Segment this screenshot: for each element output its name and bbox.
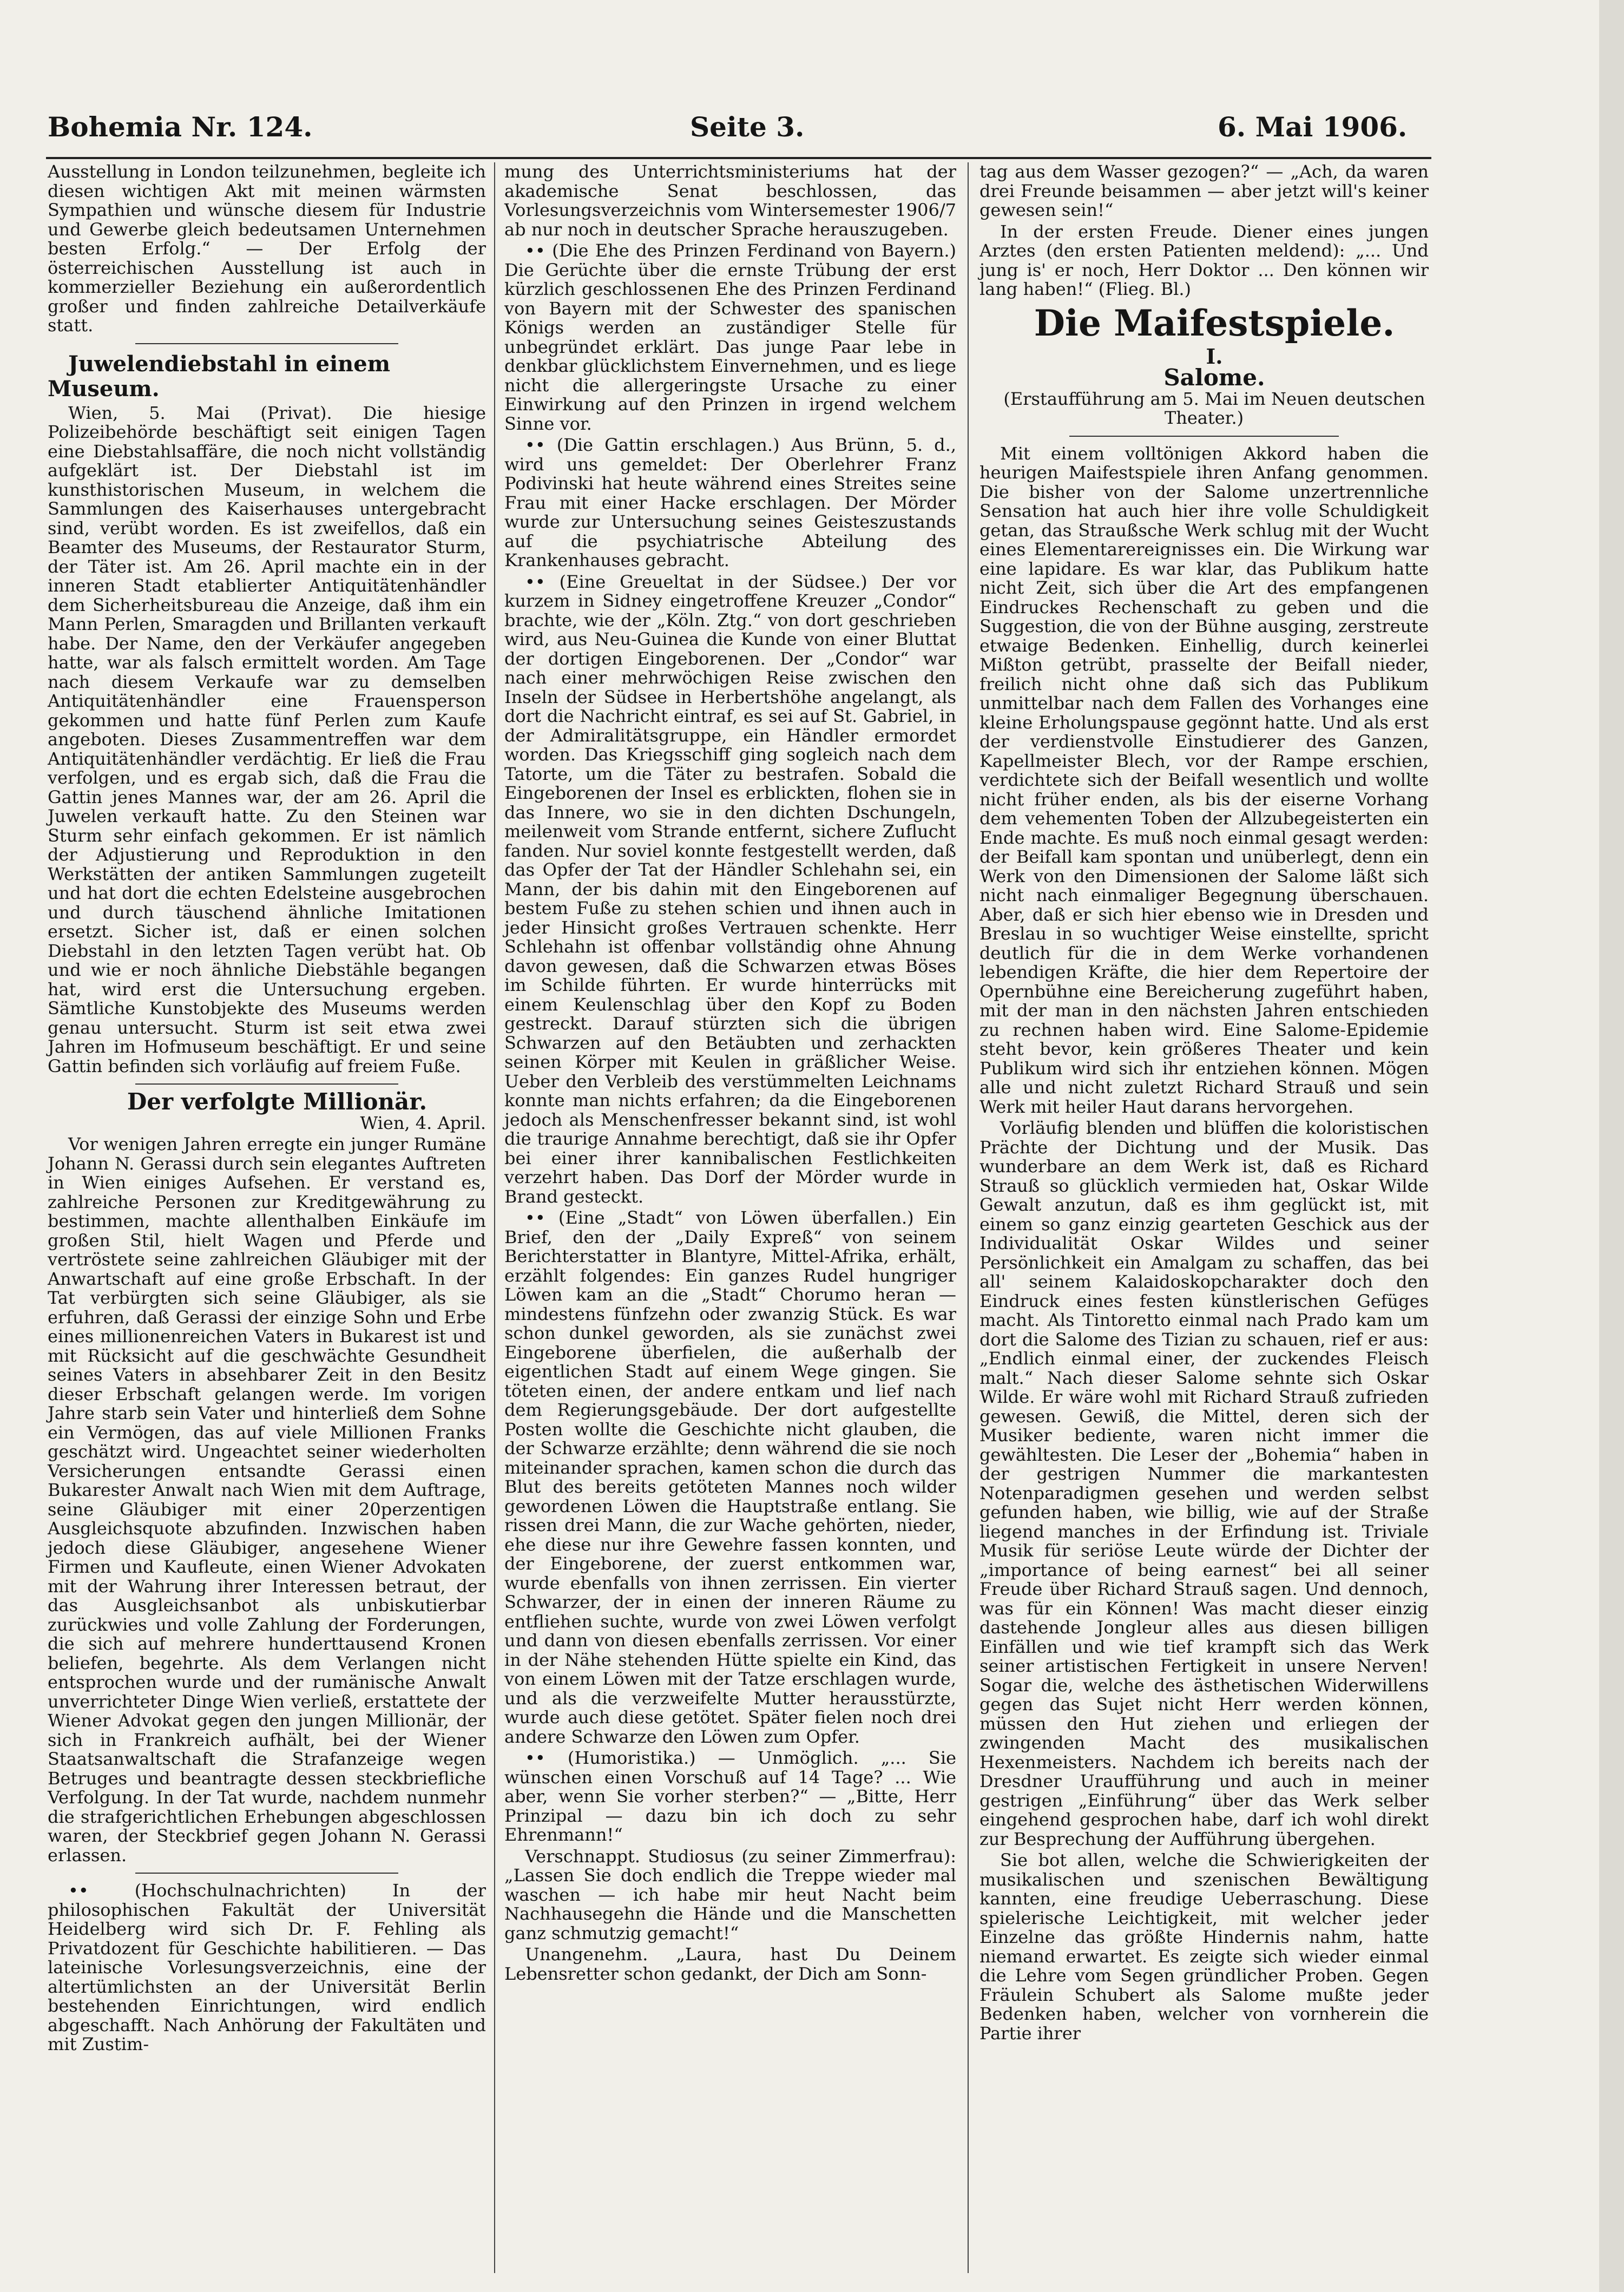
article-separator (135, 1083, 398, 1085)
headline-juwelendiebstahl: Juwelendiebstahl in einem Museum. (48, 351, 391, 402)
article-separator (135, 1873, 398, 1874)
article-ehe-prinz-ferdinand: •• (Die Ehe des Prinzen Ferdinand von Bayern.) Die Gerüchte über die ernste Trübung der erst kürzlich geschlossenen Ehe des Prinzen Ferdinand von Bayern mit der Schwester des spanischen Königs werden an zuständiger Stelle für unbegründet erklärt. Das junge Paar lebe in denkbar glücklichstem Einvernehmen, und es liege nicht die allergeringste Ursache zu einer Einwirkung auf den Prinzen in irgend welchem Sinne vor. (504, 240, 956, 434)
scan-edge (1599, 0, 1624, 2292)
headline-maifestspiele: Die Maifestspiele. (1034, 301, 1395, 344)
article-continuation: Ausstellung in London teilzunehmen, begleite ich diesen wichtigen Akt mit meinen wärmsten Sympathien und wünsche diesem für Industrie und Gewerbe gleich bedeutsamen Unternehmen besten Erfolg.“ — Der Erfolg der österreichischen Ausstellung ist auch in kommerzieller Beziehung ein außerordentlich großer und finden zahlreiche Detailverkäufe statt. (48, 161, 486, 336)
review-paragraph-3: Sie bot allen, welche die Schwierigkeiten der musikalischen und szenischen Bewältigung kannten, eine freudige Ueberraschung. Diese spielerische Leichtigkeit, mit welcher jeder Einzelne das größte Hindernis nahm, hatte niemand erwartet. Es zeigte sich wieder einmal die Lehre vom Segen gründlicher Proben. Gegen Fräulein Schubert als Salome mußte jeder Bedenken haben, welcher von vornherein die Partie ihrer (979, 1850, 1429, 2044)
article-continuation: mung des Unterrichtsministeriums hat der akademische Senat beschlossen, das Vorlesungsverzeichnis vom Wintersemester 1906/7 ab nur noch in deutscher Sprache herauszugeben. (504, 161, 956, 240)
article-juwelendiebstahl: Wien, 5. Mai (Privat). Die hiesige Polizeibehörde beschäftigt seit einigen Tagen eine Diebstahlsaffäre, die noch nicht vollständig aufgeklärt ist. Der Diebstahl ist im kunsthistorischen Museum, in welchem die Sammlungen des Kaiserhauses untergebracht sind, verübt worden. Es ist zweifellos, daß ein Beamter des Museums, der Restaurator Sturm, der Täter ist. Am 26. April machte ein in der inneren Stadt etablierter Antiquitätenhändler dem Sicherheitsbureau die Anzeige, daß ihm ein Mann Perlen, Smaragden und Brillanten verkauft habe. Der Name, den der Verkäufer angegeben hatte, war als falsch ermittelt worden. Am Tage nach diesem Verkaufe war zu demselben Antiquitätenhändler eine Frauensperson gekommen und hatte fünf Perlen zum Kaufe angeboten. Dieses Zusammentreffen war dem Antiquitätenhändler verdächtig. Er ließ die Frau verfolgen, und es ergab sich, daß die Frau die Gattin jenes Mannes war, der am 26. April die Juwelen verkauft hatte. Zu den Steinen war Sturm sehr einfach gekommen. Er ist nämlich der Adjustierung und Reproduktion in den Werkstätten der antiken Sammlungen zugeteilt und hat dort die echten Edelsteine ausgebrochen und durch täuschend ähnliche Imitationen ersetzt. Sicher ist, daß er einen solchen Diebstahl in den letzten Tagen verübt hat. Ob und wie er noch ähnliche Diebstähle begangen hat, wird erst die Untersuchung ergeben. Sämtliche Kunstobjekte des Museums werden genau untersucht. Sturm ist seit etwa zwei Jahren im Hofmuseum beschäftigt. Er und seine Gattin befinden sich vorläufig auf freiem Fuße. (48, 402, 486, 1076)
headline-salome: Salome. (1163, 364, 1265, 391)
article-unangenehm: Unangenehm. „Laura, hast Du Deinem Lebensretter schon gedankt, der Dich am Sonn- (504, 1944, 956, 1984)
headline-millionaer: Der verfolgte Millionär. (127, 1088, 428, 1115)
article-continuation: tag aus dem Wasser gezogen?“ — „Ach, da waren drei Freunde beisammen — aber jetzt will's keiner gewesen sein!“ (979, 161, 1429, 220)
article-stadt-loewen: •• (Eine „Stadt“ von Löwen überfallen.) Ein Brief, den der „Daily Expreß“ von seinem Berichterstatter in Blantyre, Mittel-Afrika, erhält, erzählt folgendes: Ein ganzes Rudel hungriger Löwen kam an die „Stadt“ Chorumo heran — mindestens fünfzehn oder zwanzig Stück. Es war schon dunkel geworden, als sie zunächst zwei Eingeborene überfielen, die außerhalb der eigentlichen Stadt auf einem Wege gingen. Sie töteten einen, der andere entkam und lief nach dem Regierungsgebäude. Der dort aufgestellte Posten wollte die Geschichte nicht glauben, die der Schwarze erzählte; denn während die sie noch miteinander sprachen, kamen schon die durch das Blut des bereits getöteten Mannes noch wilder gewordenen Löwen die Hauptstraße entlang. Sie rissen drei Mann, die zur Wache gehörten, nieder, ehe diese nur ihre Gewehre fassen konnten, und der Eingeborene, der zuerst entkommen war, wurde ebenfalls von ihnen zerrissen. Ein vierter Schwarzer, der in einen der inneren Räume zu entfliehen suchte, wurde von zwei Löwen verfolgt und dann von diesen ebenfalls zerrissen. Vor einer in der Nähe stehenden Hütte spielte ein Kind, das von einem Löwen mit der Tatze erschlagen wurde, und als die verzweifelte Mutter herausstürzte, wurde auch diese getötet. Später fielen noch drei andere Schwarze den Löwen zum Opfer. (504, 1207, 956, 1747)
column-2 (504, 162, 956, 1986)
article-humoristika: •• (Humoristika.) — Unmöglich. „... Sie wünschen einen Vorschuß auf 14 Tage? ... Wie aber, wenn Sie vorher sterben?“ — „Bitte, Herr Prinzipal — dazu bin ich doch zu sehr Ehrenmann!“ (504, 1748, 956, 1845)
article-hochschulnachrichten: •• (Hochschulnachrichten) In der philosophischen Fakultät der Universität Heidelberg wird sich Dr. F. Fehling als Privatdozent für Geschichte habilitieren. — Das lateinische Vorlesungsverzeichnis, eine der altertümlichsten an der Universität Berlin bestehenden Einrichtungen, wird endlich abgeschafft. Nach Anhörung der Fakultäten und mit Zustim- (48, 1880, 486, 2054)
article-separator (1069, 436, 1339, 437)
article-verschnappt: Verschnappt. Studiosus (zu seiner Zimmerfrau): „Lassen Sie doch endlich die Treppe wieder mal waschen — ich habe mir heut Nacht beim Nachhausegehn die Hände und die Manschetten ganz schmutzig gemacht!“ (504, 1846, 956, 1943)
article-greueltat-suedsee: •• (Eine Greueltat in der Südsee.) Der vor kurzem in Sidney eingetroffene Kreuzer „Condor“ brachte, wie der „Köln. Ztg.“ von dort geschrieben wird, aus Neu-Guinea die Kunde von einer Bluttat der dortigen Eingeborenen. Der „Condor“ war nach einer mehrwöchigen Reise zwischen den Inseln der Südsee in Herbertshöhe angelangt, als dort die Nachricht eintraf, es sei auf St. Gabriel, in der Admiralitätsgruppe, ein Händler ermordet worden. Das Kriegsschiff ging sogleich nach dem Tatorte, um die Täter zu bestrafen. Sobald die Eingeborenen der Insel es erblickten, flohen sie in das Innere, wo sie in den dichten Dschungeln, meilenweit vom Strande entfernt, sichere Zuflucht fanden. Nur soviel konnte festgestellt werden, daß das Opfer der Tat der Händler Schlehahn sei, ein Mann, der bis dahin mit den Eingeborenen auf bestem Fuße zu stehen schien und ihnen auch in jeder Hinsicht großes Vertrauen schenkte. Herr Schlehahn ist offenbar vollständig ohne Ahnung davon gewesen, daß die Schwarzen etwas Böses im Schilde führten. Er wurde hinterrücks mit einem Keulenschlag über den Kopf zu Boden gestreckt. Darauf stürzten sich die übrigen Schwarzen auf den Betäubten und zerhackten seinen Körper mit Keulen in gräßlicher Weise. Ueber den Verbleib des verstümmelten Leichnams konnte man nichts erfahren; da die Eingeborenen jedoch als Menschenfresser bekannt sind, ist wohl die traurige Annahme berechtigt, daß sie ihr Opfer bei einer ihrer kannibalischen Festlichkeiten verzehrt haben. Das Dorf der Mörder wurde in Brand gesteckt. (504, 571, 956, 1207)
article-erste-freude: In der ersten Freude. Diener eines jungen Arztes (den ersten Patienten meldend): „... Und jung is' er noch, Herr Doktor ... Den können wir lang haben!“ (Flieg. Bl.) (979, 221, 1429, 299)
article-separator (135, 343, 398, 344)
header-rule (46, 157, 1431, 159)
article-gattin-erschlagen: •• (Die Gattin erschlagen.) Aus Brünn, 5. d., wird uns gemeldet: Der Oberlehrer Franz Podivinski hat heute während eines Streites seine Frau mit einer Hacke erschlagen. Der Mörder wurde zur Untersuchung seines Geisteszustands auf die psychiatrische Abteilung des Krankenhauses gebracht. (504, 435, 956, 570)
column-1 (48, 162, 486, 2057)
column-divider-1 (494, 162, 495, 2273)
section-number: I. (1206, 344, 1223, 369)
subheadline-salome: (Erstaufführung am 5. Mai im Neuen deutschen Theater.) (1003, 388, 1425, 428)
column-divider-2 (968, 162, 969, 2273)
article-millionaer: Vor wenigen Jahren erregte ein junger Rumäne Johann N. Gerassi durch sein elegantes Auftreten in Wien einiges Aufsehen. Er verstand es, zahlreiche Personen zur Kreditgewährung zu bestimmen, machte allenthalben Einkäufe im großen Stil, hielt Wagen und Pferde und vertröstete seine zahlreichen Gläubiger mit der Anwartschaft auf eine große Erbschaft. In der Tat verbürgten sich seine Gläubiger, als sie erfuhren, daß Gerassi der einzige Sohn und Erbe eines millionenreichen Vaters in Bukarest ist und mit Rücksicht auf die geschwächte Gesundheit seines Vaters in absehbarer Zeit in den Besitz dieser Erbschaft gelangen werde. Im vorigen Jahre starb sein Vater und hinterließ dem Sohne ein Vermögen, das auf viele Millionen Franks geschätzt wird. Ungeachtet seiner wiederholten Versicherungen entsandte Gerassi einen Bukarester Anwalt nach Wien mit dem Auftrage, seine Gläubiger mit einer 20perzentigen Ausgleichsquote abzufinden. Inzwischen haben jedoch diese Gläubiger, angesehene Wiener Firmen und Kaufleute, einen Wiener Advokaten mit der Wahrung ihrer Interessen betraut, der das Ausgleichsanbot als unbiskutierbar zurückwies und volle Zahlung der Forderungen, die sich auf mehrere hunderttausend Kronen beliefen, begehrte. Als dem Verlangen nicht entsprochen wurde und der rumänische Anwalt unverrichteter Dinge Wien verließ, erstattete der Wiener Advokat gegen den jungen Millionär, der sich in Frankreich aufhält, bei der Wiener Staatsanwaltschaft die Strafanzeige wegen Betruges und beantragte dessen steckbriefliche Verfolgung. In der Tat wurde, nachdem nunmehr die strafgerichtlichen Erhebungen abgeschlossen waren, der Steckbrief gegen Johann N. Gerassi erlassen. (48, 1134, 486, 1866)
review-paragraph-1: Mit einem volltönigen Akkord haben die heurigen Maifestspiele ihren Anfang genommen. Die bisher von der Salome unzertrennliche Sensation hat auch hier ihre volle Schuldigkeit getan, das Straußsche Werk schlug mit der Wucht eines Elementarereignisses ein. Die Wirkung war eine lapidare. Es war klar, das Publikum hatte nicht Zeit, sich über die Art des empfangenen Eindruckes Rechenschaft zu geben und die Suggestion, die von der Bühne ausging, zerstreute etwaige Bedenken. Einhellig, durch keinerlei Mißton getrübt, prasselte der Beifall nieder, freilich nicht ohne daß sich das Publikum unmittelbar nach dem Fallen des Vorhanges eine kleine Erholungspause gegönnt hatte. Und als erst der verdienstvolle Einstudierer des Ganzen, Kapellmeister Blech, vor der Rampe erschien, verdichtete sich der Beifall wesentlich und wollte nicht früher enden, als bis der eiserne Vorhang dem vehementen Toben der Allzubegeisterten ein Ende machte. Es muß noch einmal gesagt werden: der Beifall kam spontan und unüberlegt, denn ein Werk von den Dimensionen der Salome läßt sich nicht nach einmaliger Begegnung überschauen. Aber, daß er sich hier ebenso wie in Dresden und Breslau in so wuchtiger Weise einstellte, spricht deutlich für die in dem Werke vorhandenen lebendigen Kräfte, die hier dem Repertoire der Opernbühne eine Bereicherung zugeführt haben, mit der man in den nächsten Jahren entschieden zu rechnen haben wird. Eine Salome-Epidemie steht bevor, kein größeres Theater und kein Publikum wird sich ihr entziehen können. Mögen alle und nicht zuletzt Richard Strauß und sein Werk mit heiler Haut darans hervorgehen. (979, 443, 1429, 1117)
page-number: Seite 3. (690, 111, 805, 143)
issue-date: 6. Mai 1906. (1218, 111, 1408, 143)
dateline: Wien, 4. April. (360, 1112, 486, 1133)
review-paragraph-2: Vorläufig blenden und blüffen die koloristischen Prächte der Dichtung und der Musik. Das wunderbare an dem Werk ist, daß es Richard Strauß so glücklich vermieden hat, Oskar Wilde Gewalt anzutun, daß es ihm geglückt ist, mit einem so ganz einzig gearteten Geschick aus der Individualität Oskar Wildes und seiner Persönlichkeit ein Amalgam zu schaffen, das bei all' seinem Kalaidoskopcharakter doch den Eindruck eines festen künstlerischen Gefüges macht. Als Tintoretto einmal nach Prado kam um dort die Salome des Tizian zu schauen, rief er aus: „Endlich einmal einer, der zuckendes Fleisch malt.“ Nach dieser Salome sehnte sich Oskar Wilde. Er wäre wohl mit Richard Strauß zufrieden gewesen. Gewiß, die Mittel, deren sich der Musiker bediente, waren nicht immer die gewähltesten. Die Leser der „Bohemia“ haben in der gestrigen Nummer die markantesten Notenparadigmen gesehen und werden selbst gefunden haben, wie billig, wie auf der Straße liegend manches in der Erfindung ist. Triviale Musik für seriöse Leute würde der Dichter der „importance of being earnest“ bei all seiner Freude über Richard Strauß sagen. Und dennoch, was für ein Können! Was macht dieser einzig dastehende Jongleur alles aus diesen billigen Einfällen und wie tief krampft sich das Werk seiner artistischen Fertigkeit in unsere Nerven! Sogar die, welche des ästhetischen Widerwillens gegen das Sujet nicht Herr werden können, müssen den Hut ziehen und erliegen der zwingenden Macht des musikalischen Hexenmeisters. Nachdem ich bereits nach der Dresdner Uraufführung und auch in meiner gestrigen „Einführung“ über das Werk selber eingehend gesprochen habe, darf ich wohl direkt zur Besprechung der Aufführung übergehen. (979, 1118, 1429, 1849)
column-3 (979, 162, 1429, 2045)
masthead-issue: Bohemia Nr. 124. (48, 111, 313, 143)
